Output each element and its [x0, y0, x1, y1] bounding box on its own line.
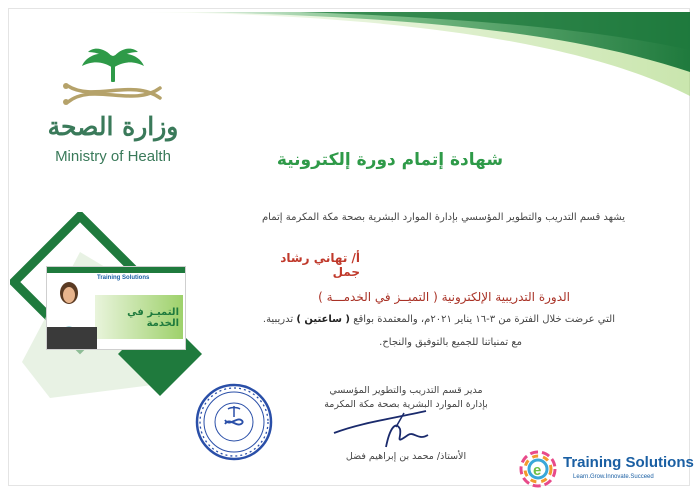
period-text: التي عرضت خلال الفترة من ٣-١٦ يناير ٢٠٢١م، والمعتمدة بواقع	[353, 314, 615, 325]
training-logo-tagline: Learn.Grow.Innovate.Succeed	[573, 474, 654, 480]
thumbnail-heading: التميـز في الخدمة	[127, 307, 179, 329]
course-thumbnail	[46, 266, 186, 350]
duration-value: ( ساعتين )	[296, 314, 350, 325]
signatory-title: مدير قسم التدريب والتطوير المؤسسي	[329, 385, 483, 396]
recipient-name: أ/ تهاني رشاد جمل	[280, 251, 360, 279]
handwritten-signature	[330, 405, 440, 450]
ministry-logo	[38, 48, 188, 178]
stamp-seal-icon	[194, 382, 274, 462]
training-logo-letter: e	[533, 462, 542, 479]
training-logo-title: Training Solutions	[563, 454, 694, 471]
official-stamp	[194, 382, 274, 462]
training-solutions-emblem-icon	[515, 448, 561, 490]
signatory-name: الأستاذ/ محمد بن إبراهيم فضل	[345, 451, 467, 462]
type-suffix: تدريبية.	[262, 314, 294, 325]
wishes-text: مع تمنياتنا للجميع بالتوفيق والنجاح.	[379, 337, 522, 348]
course-period	[180, 314, 615, 325]
presenter-figure-icon	[47, 267, 97, 349]
signatory-department: بإدارة الموارد البشرية بصحة مكة المكرمة	[324, 399, 488, 410]
palm-swords-emblem-icon	[38, 48, 188, 112]
certificate-intro: يشهد قسم التدريب والتطوير المؤسسي بإدارة الموارد البشرية بصحة مكة المكرمة إتمام	[261, 212, 625, 223]
ministry-name-arabic: وزارة الصحة	[47, 112, 179, 141]
course-name: الدورة التدريبية الإلكترونية ( التميــز في الخدمـــة )	[318, 290, 570, 304]
thumbnail-logo: Training Solutions	[97, 275, 150, 281]
ministry-name-english: Ministry of Health	[55, 148, 171, 165]
training-solutions-logo	[515, 448, 694, 490]
certificate-title: شهادة إتمام دورة إلكترونية	[276, 150, 504, 170]
